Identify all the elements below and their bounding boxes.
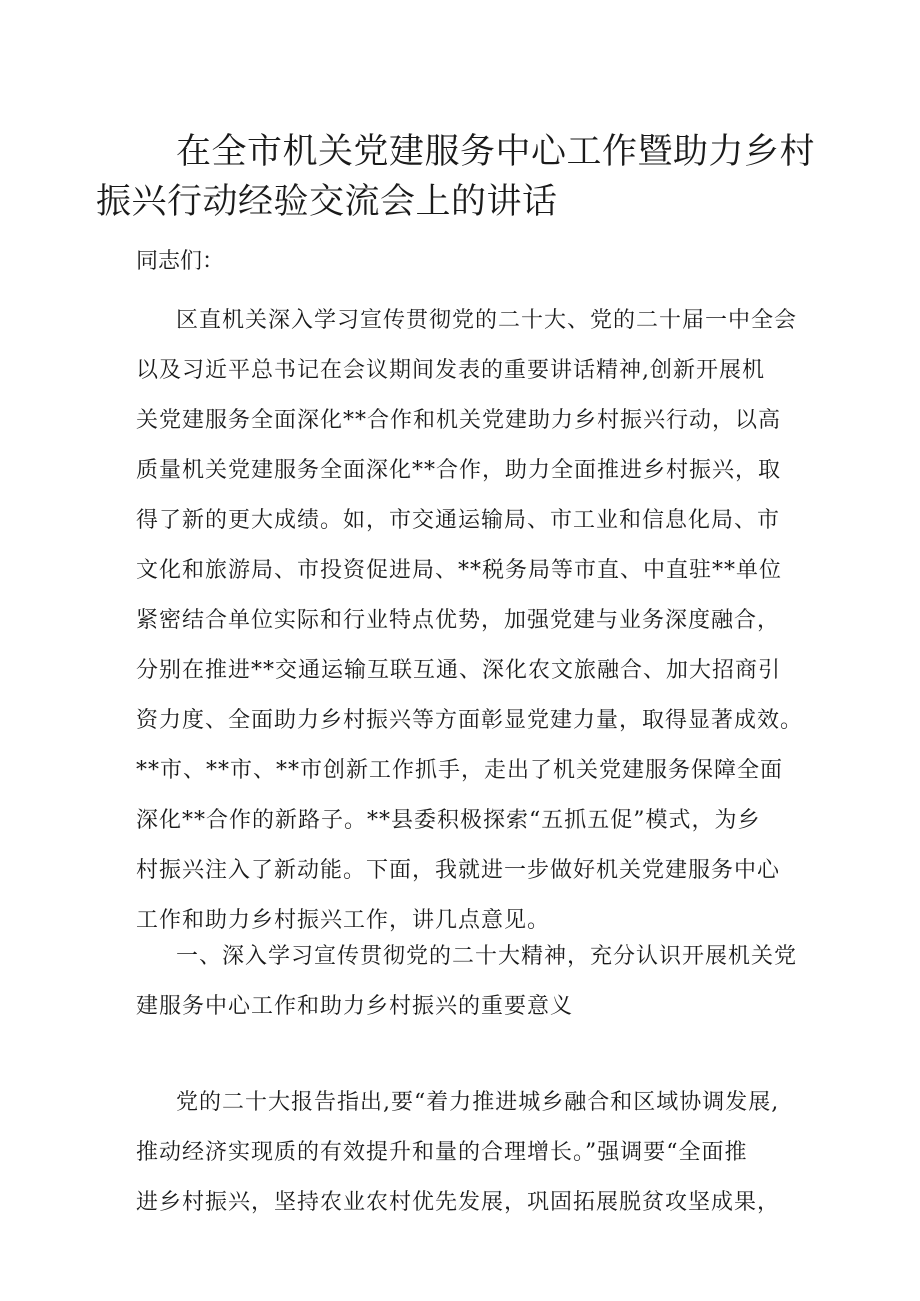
title-line-2: 振兴行动经验交流会上的讲话 bbox=[96, 182, 558, 222]
heading-line: 一、深入学习宣传贯彻党的二十大精神，充分认识开展机关党 bbox=[176, 944, 798, 969]
paragraph-line: 得了新的更大成绩。如，市交通运输局、市工业和信息化局、市 bbox=[136, 508, 781, 533]
paragraph-line: 紧密结合单位实际和行业特点优势，加强党建与业务深度融合， bbox=[136, 608, 781, 633]
document-title bbox=[96, 128, 816, 228]
paragraph-line: 进乡村振兴，坚持农业农村优先发展，巩固拓展脱贫攻坚成果， bbox=[136, 1190, 781, 1215]
paragraph-line: 文化和旅游局、市投资促进局、**税务局等市直、中直驻**单位 bbox=[136, 558, 783, 583]
paragraph-line: 分别在推进**交通运输互联互通、深化农文旅融合、加大招商引 bbox=[136, 658, 782, 683]
paragraph-line: 村振兴注入了新动能。下面，我就进一步做好机关党建服务中心 bbox=[136, 858, 781, 883]
title-line-1: 在全市机关党建服务中心工作暨助力乡村 bbox=[176, 132, 816, 172]
section-heading-1 bbox=[136, 932, 796, 1032]
paragraph-line: 工作和助力乡村振兴工作，讲几点意见。 bbox=[136, 908, 551, 933]
heading-line: 建服务中心工作和助力乡村振兴的重要意义 bbox=[136, 994, 574, 1019]
paragraph-2 bbox=[136, 1078, 796, 1228]
paragraph-line: 质量机关党建服务全面深化**合作，助力全面推进乡村振兴，取 bbox=[136, 458, 782, 483]
paragraph-line: **市、**市、**市创新工作抓手，走出了机关党建服务保障全面 bbox=[136, 758, 784, 783]
paragraph-line: 深化**合作的新路子。**县委积极探索“五抓五促”模式，为乡 bbox=[136, 808, 761, 833]
paragraph-line: 资力度、全面助力乡村振兴等方面彰显党建力量，取得显著成效。 bbox=[136, 708, 804, 733]
paragraph-line: 区直机关深入学习宣传贯彻党的二十大、党的二十届一中全会 bbox=[176, 308, 798, 333]
paragraph-1 bbox=[136, 296, 804, 946]
paragraph-line: 推动经济实现质的有效提升和量的合理增长。”强调要“全面推 bbox=[136, 1140, 748, 1165]
salutation: 同志们： bbox=[136, 249, 225, 274]
paragraph-line: 以及习近平总书记在会议期间发表的重要讲话精神,创新开展机 bbox=[136, 358, 765, 383]
paragraph-line: 党的二十大报告指出,要“着力推进城乡融合和区域协调发展, bbox=[176, 1090, 780, 1115]
paragraph-line: 关党建服务全面深化**合作和机关党建助力乡村振兴行动，以高 bbox=[136, 408, 782, 433]
